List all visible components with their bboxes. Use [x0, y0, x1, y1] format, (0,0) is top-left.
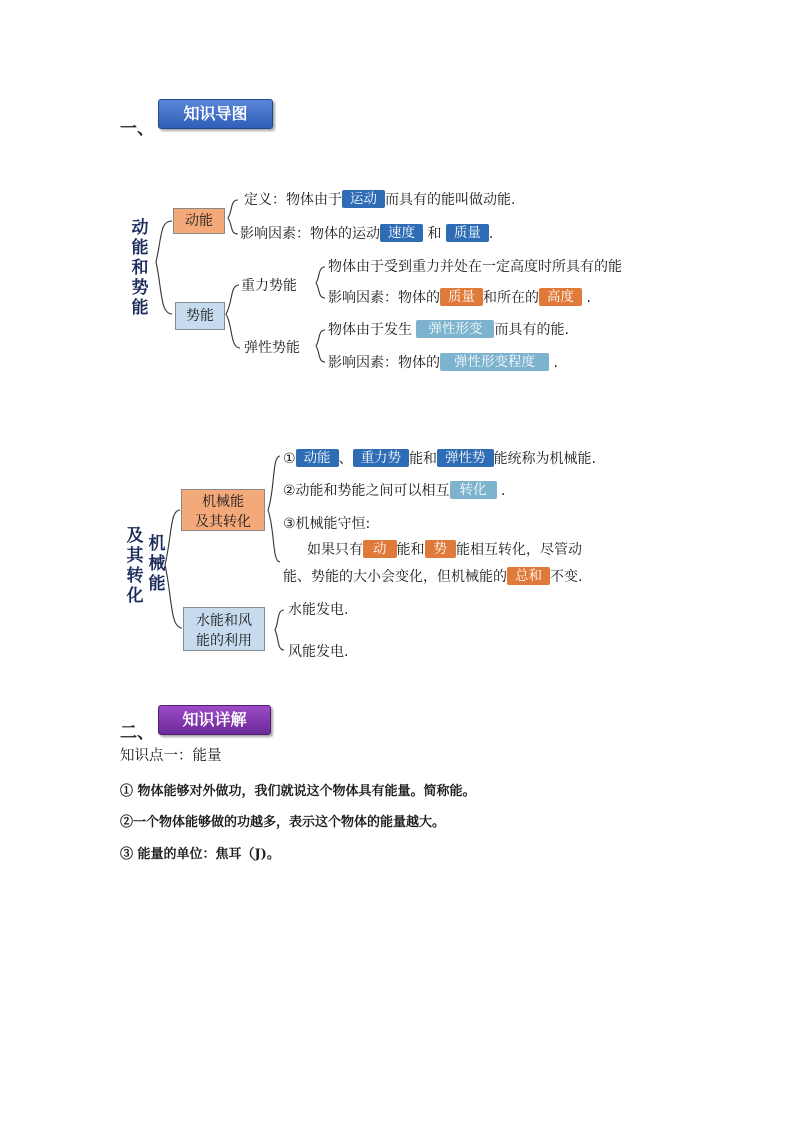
elastic-pe-definition: 物体由于发生 弹性形变 而具有的能. — [328, 321, 569, 338]
detail-item-1: ① 物体能够对外做功，我们就说这个物体具有能量。简称能。 — [120, 784, 476, 799]
map1-title: 动能和势能 — [131, 218, 149, 318]
kinetic-energy-box: 动能 — [173, 208, 225, 234]
tag-speed: 速度 — [380, 224, 423, 242]
map2-title-col2: 机械能 — [148, 534, 166, 594]
gravitational-pe-factors: 影响因素：物体的 质量 和所在的 高度 . — [328, 289, 591, 306]
mechanical-line-1: ① 动能 、 重力势 能和 弹性势 能统称为机械能. — [283, 450, 597, 467]
ke-factors: 影响因素：物体的运动 速度 和 质量 . — [240, 225, 494, 242]
section-2-banner: 知识详解 — [158, 705, 271, 735]
knowledge-point-heading: 知识点一：能量 — [120, 748, 222, 764]
tag-gravitational: 重力势 — [353, 449, 410, 467]
gravitational-pe-definition: 物体由于受到重力并处在一定高度时所具有的能 — [328, 259, 622, 275]
detail-item-3: ③ 能量的单位：焦耳（J)。 — [120, 847, 280, 862]
map2-title-col1: 及其转化 — [126, 526, 144, 606]
tag-deformation-degree: 弹性形变程度 — [440, 353, 549, 371]
mechanical-line-2: ②动能和势能之间可以相互 转化 . — [283, 482, 506, 499]
ke-definition: 定义：物体由于 运动 而具有的能叫做动能. — [244, 191, 516, 208]
tag-elastic: 弹性势 — [437, 449, 494, 467]
gravitational-pe-label: 重力势能 — [241, 278, 297, 294]
mechanical-line-5: 能、势能的大小会变化，但机械能的 总和 不变. — [283, 568, 583, 585]
tag-height: 高度 — [539, 288, 582, 306]
section-1-banner: 知识导图 — [158, 99, 273, 129]
elastic-pe-factors: 影响因素：物体的 弹性形变程度 . — [328, 354, 558, 371]
mechanical-energy-box: 机械能 及其转化 — [181, 489, 265, 531]
tag-potential: 势 — [425, 540, 457, 558]
tag-convert: 转化 — [450, 481, 497, 499]
tag-kinetic-2: 动 — [363, 540, 397, 558]
water-power: 水能发电. — [288, 602, 349, 618]
detail-item-2: ②一个物体能够做的功越多，表示这个物体的能量越大。 — [120, 815, 446, 830]
section-1-number: 一、 — [120, 119, 154, 139]
tag-motion: 运动 — [342, 190, 385, 208]
tag-kinetic: 动能 — [296, 449, 339, 467]
potential-energy-box: 势能 — [175, 302, 225, 330]
section-2-number: 二、 — [120, 723, 154, 743]
mechanical-line-4: 如果只有 动 能和 势 能相互转化，尽管动 — [307, 541, 582, 558]
tag-mass-2: 质量 — [440, 288, 483, 306]
water-wind-box: 水能和风 能的利用 — [183, 607, 265, 651]
wind-power: 风能发电. — [288, 644, 349, 660]
tag-sum: 总和 — [507, 567, 550, 585]
tag-elastic-deformation: 弹性形变 — [416, 320, 494, 338]
mechanical-line-3: ③机械能守恒: — [283, 516, 371, 532]
tag-mass: 质量 — [446, 224, 489, 242]
elastic-pe-label: 弹性势能 — [244, 340, 300, 356]
